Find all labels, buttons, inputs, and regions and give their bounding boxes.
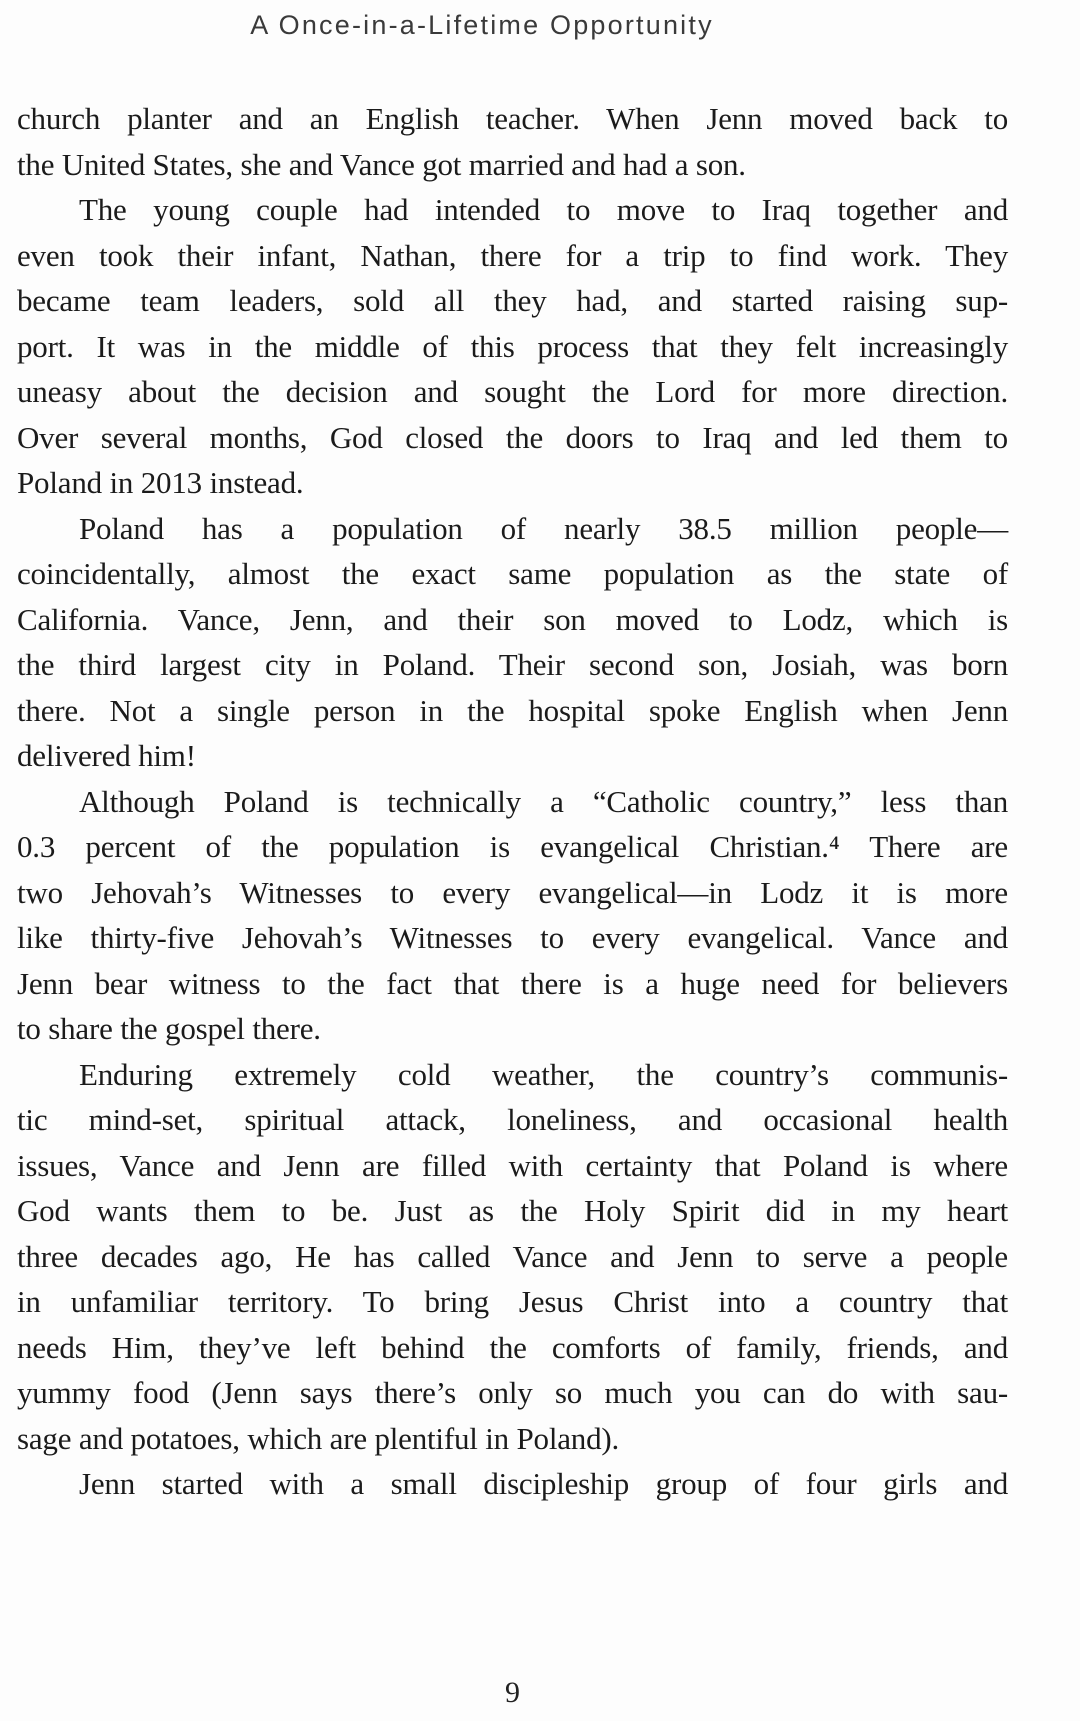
body-text bbox=[17, 96, 1008, 1507]
body-line: Poland in 2013 instead. bbox=[17, 465, 304, 500]
body-line: to share the gospel there. bbox=[17, 1011, 321, 1046]
body-line: even took their infant, Nathan, there for a trip to find work. They bbox=[17, 237, 1008, 273]
body-line: the United States, she and Vance got married and had a son. bbox=[17, 146, 746, 182]
body-line: in unfamiliar territory. To bring Jesus Christ into a country that bbox=[17, 1284, 1008, 1319]
body-line: yummy food (Jenn says there’s only so much you can do with sau- bbox=[17, 1375, 1008, 1410]
body-line: The young couple had intended to move to Iraq together and bbox=[79, 192, 1008, 227]
body-line: sage and potatoes, which are plentiful in Poland). bbox=[17, 1420, 620, 1456]
body-line: Enduring extremely cold weather, the country’s communis- bbox=[79, 1056, 1008, 1092]
body-line: the third largest city in Poland. Their second son, Josiah, was born bbox=[17, 647, 1008, 682]
body-line: Jenn bear witness to the fact that there is a huge need for believers bbox=[17, 965, 1008, 1001]
body-line: like thirty-five Jehovah’s Witnesses to every evangelical. Vance and bbox=[17, 920, 1008, 955]
body-line: God wants them to be. Just as the Holy Spirit did in my heart bbox=[17, 1193, 1008, 1228]
body-line: Over several months, God closed the doors to Iraq and led them to bbox=[17, 419, 1008, 455]
body-line: two Jehovah’s Witnesses to every evangelical—in Lodz it is more bbox=[17, 874, 1008, 910]
body-line: uneasy about the decision and sought the Lord for more direction. bbox=[17, 374, 1008, 409]
body-line: Jenn started with a small discipleship group of four girls and bbox=[79, 1466, 1008, 1501]
body-line: Although Poland is technically a “Catholic country,” less than bbox=[79, 783, 1008, 819]
body-line: tic mind-set, spiritual attack, loneliness, and occasional health bbox=[17, 1102, 1008, 1137]
body-line: Poland has a population of nearly 38.5 million people— bbox=[79, 510, 1008, 546]
body-line: issues, Vance and Jenn are filled with certainty that Poland is where bbox=[17, 1147, 1008, 1183]
body-line: needs Him, they’ve left behind the comforts of family, friends, and bbox=[17, 1329, 1008, 1365]
body-line: there. Not a single person in the hospital spoke English when Jenn bbox=[17, 692, 1008, 728]
body-line: became team leaders, sold all they had, and started raising sup- bbox=[17, 283, 1008, 318]
body-line: delivered him! bbox=[17, 738, 196, 773]
body-line: 0.3 percent of the population is evangelical Christian.⁴ There are bbox=[17, 829, 1008, 864]
body-line: California. Vance, Jenn, and their son moved to Lodz, which is bbox=[17, 601, 1008, 637]
body-line: three decades ago, He has called Vance and Jenn to serve a people bbox=[17, 1238, 1008, 1274]
body-line: coincidentally, almost the exact same population as the state of bbox=[17, 556, 1008, 591]
page-number: 9 bbox=[505, 1676, 520, 1709]
body-line: church planter and an English teacher. When Jenn moved back to bbox=[17, 101, 1008, 136]
body-line: port. It was in the middle of this process that they felt increasingly bbox=[17, 328, 1008, 364]
running-header: A Once-in-a-Lifetime Opportunity bbox=[250, 10, 714, 40]
